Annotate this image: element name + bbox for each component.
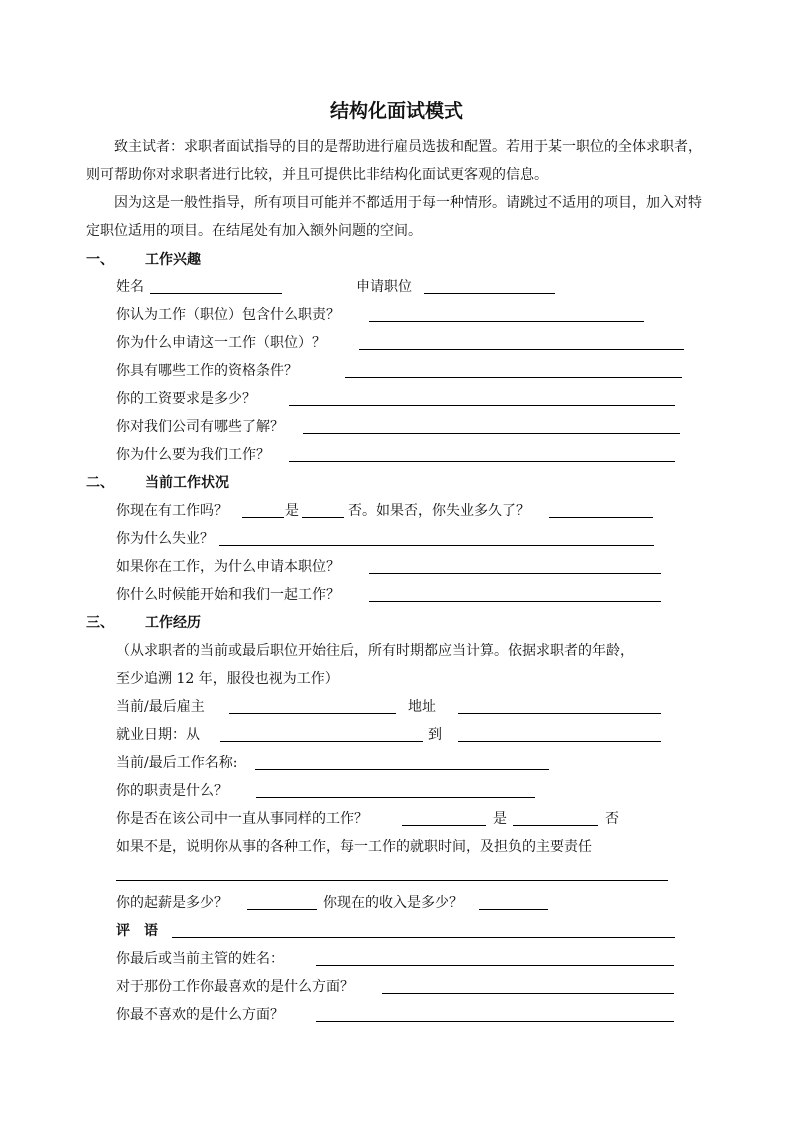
q-qualifications-field[interactable]: [345, 377, 682, 378]
disliked-field[interactable]: [316, 1021, 674, 1022]
q-company-knowledge-label: 你对我们公司有哪些了解？: [116, 419, 284, 435]
supervisor-field[interactable]: [316, 965, 674, 966]
same-work-no-label: 否: [605, 811, 619, 827]
same-work-no-field[interactable]: [513, 825, 598, 826]
position-label: 申请职位: [356, 279, 412, 295]
unemployed-duration-field[interactable]: [549, 517, 653, 518]
comment-label: 评 语: [116, 923, 158, 939]
intro-paragraph-2: 因为这是一般性指导，所有项目可能并不都适用于每一种情形。请跳过不适用的项目，加入对特定职位适用的项目。在结尾处有加入额外问题的空间。: [86, 195, 702, 239]
job-title-field[interactable]: [255, 769, 549, 770]
supervisor-label: 你最后或当前主管的姓名：: [116, 951, 284, 967]
employed-yes-label: 是: [285, 503, 299, 519]
employment-date-from-field[interactable]: [220, 741, 423, 742]
employed-no-field[interactable]: [302, 517, 344, 518]
current-income-field[interactable]: [479, 909, 548, 910]
current-income-label: 你现在的收入是多少？: [323, 895, 463, 911]
q-why-apply-label: 你为什么申请这一工作（职位）？: [116, 335, 326, 351]
q-why-unemployed-field[interactable]: [219, 545, 654, 546]
name-field[interactable]: [150, 293, 282, 294]
same-work-yes-field[interactable]: [402, 825, 486, 826]
same-work-label: 你是否在该公司中一直从事同样的工作？: [116, 811, 368, 827]
q-why-apply-while-employed-field[interactable]: [369, 573, 661, 574]
section2-number: 二、: [86, 475, 114, 491]
section1-title: 工作兴趣: [145, 252, 201, 268]
q-start-date-field[interactable]: [369, 601, 661, 602]
comment-field[interactable]: [172, 937, 675, 938]
q-employed-label: 你现在有工作吗？: [116, 503, 228, 519]
employer-label: 当前/最后雇主: [116, 699, 205, 715]
employed-yes-field[interactable]: [242, 517, 284, 518]
duties-field[interactable]: [256, 797, 535, 798]
q-qualifications-label: 你具有哪些工作的资格条件？: [116, 363, 298, 379]
start-salary-label: 你的起薪是多少？: [116, 895, 228, 911]
if-not-field[interactable]: [116, 880, 668, 881]
section3-number: 三、: [86, 615, 114, 631]
q-salary-label: 你的工资要求是多少？: [116, 391, 256, 407]
q-salary-field[interactable]: [289, 405, 675, 406]
name-label: 姓名: [116, 279, 144, 295]
section1-number: 一、: [86, 252, 114, 268]
employment-date-to-field[interactable]: [458, 741, 661, 742]
q-why-work-here-label: 你为什么要为我们工作？: [116, 447, 270, 463]
q-why-apply-while-employed-label: 如果你在工作，为什么申请本职位？: [116, 559, 340, 575]
same-work-yes-label: 是: [493, 811, 507, 827]
q-job-duties-label: 你认为工作（职位）包含什么职责？: [116, 307, 340, 323]
disliked-label: 你最不喜欢的是什么方面？: [116, 1007, 284, 1023]
start-salary-field[interactable]: [247, 909, 317, 910]
section3-note-line2: 至少追溯 12 年，服役也视为工作）: [116, 671, 339, 687]
address-field[interactable]: [458, 713, 661, 714]
employer-field[interactable]: [229, 713, 396, 714]
employment-date-to-label: 到: [428, 727, 442, 743]
q-start-date-label: 你什么时候能开始和我们一起工作？: [116, 587, 340, 603]
q-why-work-here-field[interactable]: [289, 461, 675, 462]
section3-title: 工作经历: [145, 615, 201, 631]
q-company-knowledge-field[interactable]: [303, 433, 680, 434]
liked-label: 对于那份工作你最喜欢的是什么方面？: [116, 979, 354, 995]
job-title-label: 当前/最后工作名称:: [116, 755, 238, 771]
address-label: 地址: [408, 699, 436, 715]
intro-paragraph-1: 致主试者：求职者面试指导的目的是帮助进行雇员选拔和配置。若用于某一职位的全体求职者，则可帮助你对求职者进行比较，并且可提供比非结构化面试更客观的信息。: [86, 139, 702, 183]
page-title: 结构化面试模式: [329, 100, 463, 122]
q-why-apply-field[interactable]: [359, 349, 684, 350]
q-why-unemployed-label: 你为什么失业？: [116, 531, 214, 547]
liked-field[interactable]: [382, 993, 674, 994]
duties-label: 你的职责是什么？: [116, 783, 228, 799]
position-field[interactable]: [424, 293, 555, 294]
employed-no-label: 否。如果否，你失业多久了？: [348, 503, 530, 519]
employment-date-from-label: 就业日期：从: [116, 727, 200, 743]
q-job-duties-field[interactable]: [369, 321, 644, 322]
section3-note-line1: （从求职者的当前或最后职位开始往后，所有时期都应当计算。依据求职者的年龄，: [116, 643, 634, 659]
if-not-label: 如果不是，说明你从事的各种工作，每一工作的就职时间，及担负的主要责任: [116, 839, 592, 855]
section2-title: 当前工作状况: [145, 475, 229, 491]
